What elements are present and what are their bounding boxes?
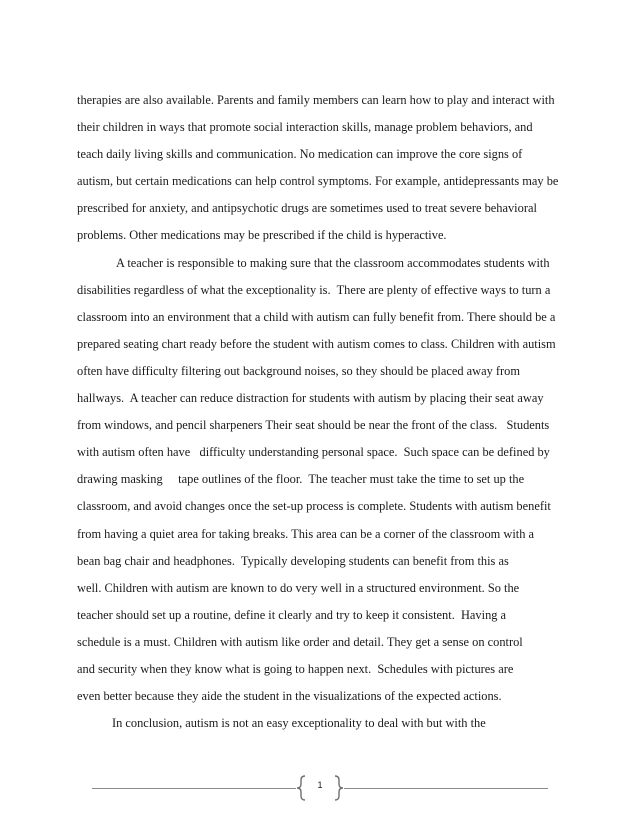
text-line-7: A teacher is responsible to making sure that the classroom accommodates students with bbox=[116, 255, 550, 270]
text-line-3: teach daily living skills and communication. No medication can improve the core signs of bbox=[77, 147, 523, 162]
text-line-9: classroom into an environment that a child with autism can fully benefit from. There should be a bbox=[77, 309, 556, 324]
text-line-4: autism, but certain medications can help control symptoms. For example, antidepressants may be bbox=[77, 174, 559, 189]
text-line-11: often have difficulty filtering out background noises, so they should be placed away from bbox=[77, 363, 520, 378]
footer-rule-right bbox=[344, 788, 548, 789]
text-line-20: teacher should set up a routine, define it clearly and try to keep it consistent. Having a bbox=[77, 607, 507, 622]
page-footer bbox=[92, 774, 548, 804]
text-line-21: schedule is a must. Children with autism like order and detail. They get a sense on control bbox=[77, 634, 523, 649]
text-line-1: therapies are also available. Parents and family members can learn how to play and interact with bbox=[77, 93, 555, 107]
text-line-16: classroom, and avoid changes once the set-up process is complete. Students with autism benefit bbox=[77, 499, 551, 514]
text-line-22: and security when they know what is going to happen next. Schedules with pictures are bbox=[77, 661, 514, 676]
text-line-24: In conclusion, autism is not an easy exceptionality to deal with but with the bbox=[112, 716, 486, 731]
text-line-10: prepared seating chart ready before the student with autism comes to class. Children with autism bbox=[77, 336, 556, 351]
text-line-15: drawing masking tape outlines of the floor. The teacher must take the time to set up the bbox=[77, 472, 525, 487]
text-line-14: with autism often have difficulty understanding personal space. Such space can be defined by bbox=[77, 445, 550, 460]
body-text bbox=[77, 87, 569, 737]
text-line-5: prescribed for anxiety, and antipsychotic drugs are sometimes used to treat severe behavioral bbox=[77, 201, 537, 216]
text-line-6: problems. Other medications may be prescribed if the child is hyperactive. bbox=[77, 228, 447, 243]
text-line-12: hallways. A teacher can reduce distraction for students with autism by placing their seat away bbox=[77, 391, 544, 406]
text-line-19: well. Children with autism are known to do very well in a structured environment. So the bbox=[77, 580, 520, 595]
text-line-23: even better because they aide the student in the visualizations of the expected actions. bbox=[77, 689, 502, 704]
page-number: 1 bbox=[317, 780, 323, 790]
footer-rule-left bbox=[92, 788, 296, 789]
text-line-18: bean bag chair and headphones. Typically developing students can benefit from this as bbox=[77, 553, 509, 568]
page-number-bracket bbox=[296, 774, 344, 802]
text-line-17: from having a quiet area for taking breaks. This area can be a corner of the classroom with a bbox=[77, 526, 535, 541]
text-line-2: their children in ways that promote social interaction skills, manage problem behaviors, and bbox=[77, 120, 533, 135]
text-line-13: from windows, and pencil sharpeners Their seat should be near the front of the class. Students bbox=[77, 418, 550, 433]
text-line-8: disabilities regardless of what the exceptionality is. There are plenty of effective ways to turn a bbox=[77, 282, 551, 297]
